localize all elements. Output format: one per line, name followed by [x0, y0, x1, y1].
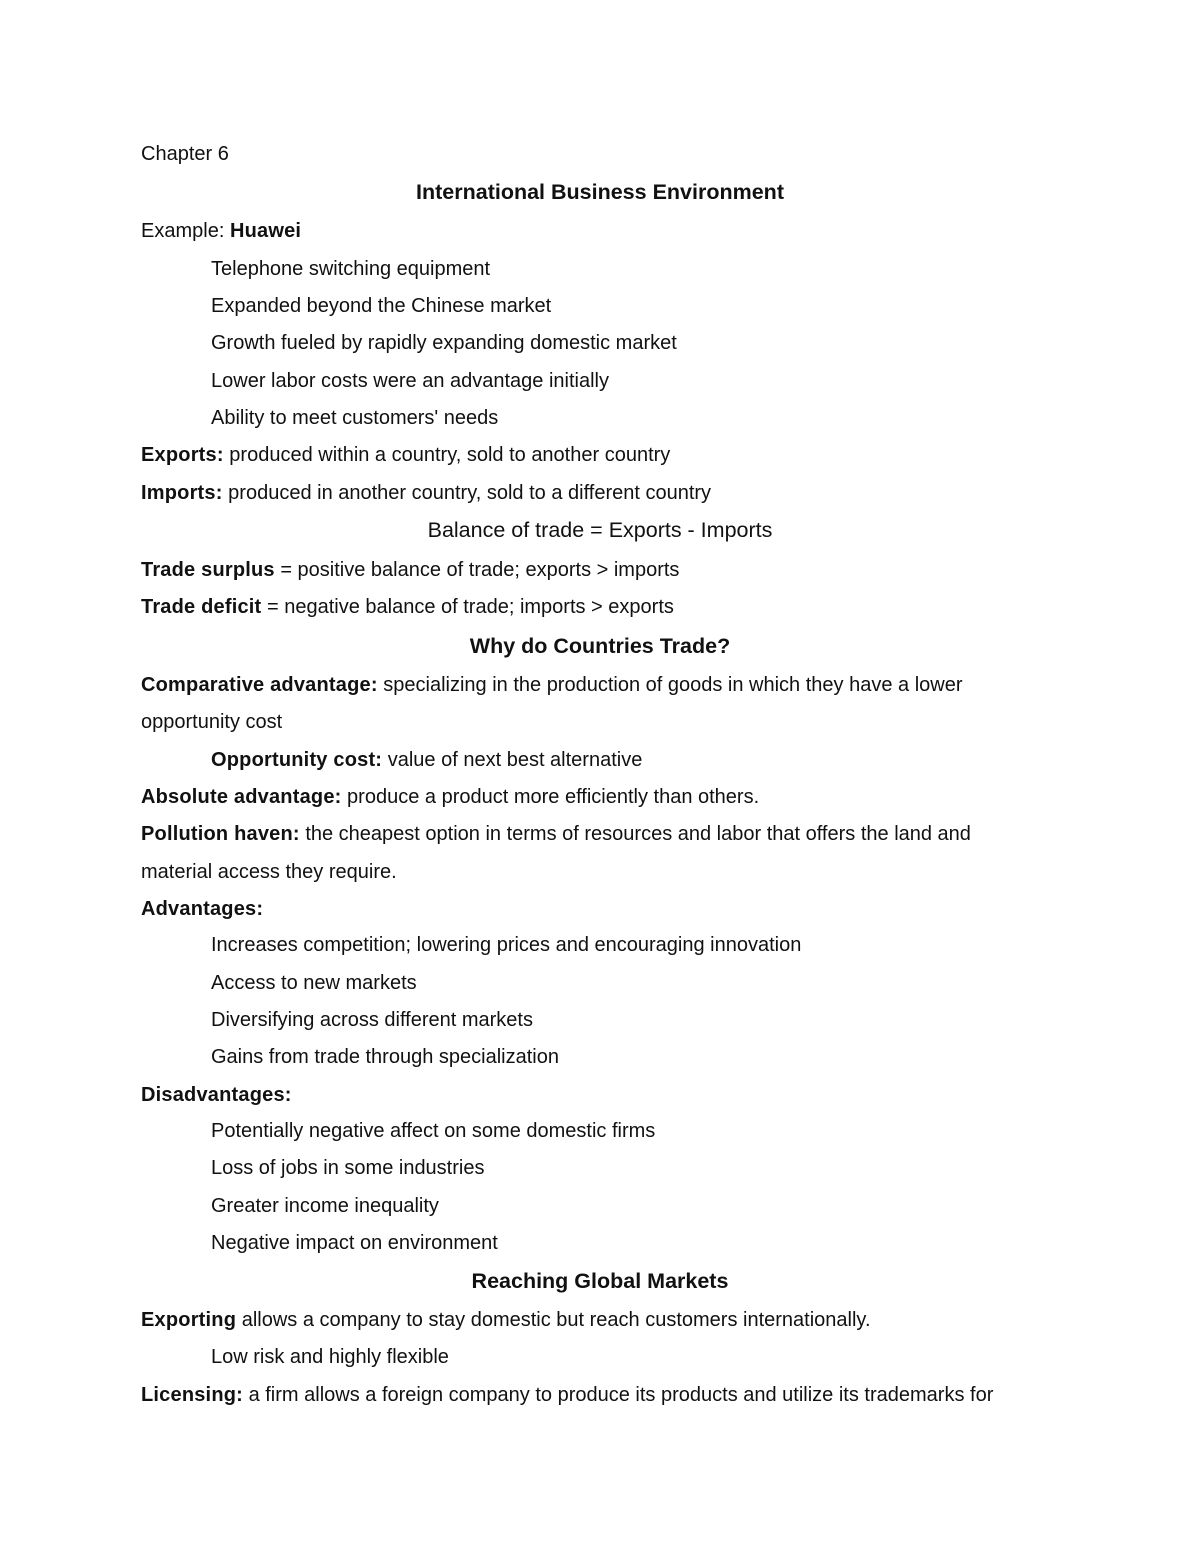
exports-def: produced within a country, sold to another country	[223, 444, 671, 466]
comparative-term: Comparative advantage:	[141, 674, 378, 696]
list-item: Greater income inequality	[211, 1195, 439, 1217]
opportunity-cost-definition	[211, 748, 642, 772]
list-item: Low risk and highly flexible	[211, 1346, 449, 1368]
licensing-definition	[141, 1383, 993, 1407]
section-heading-why-trade: Why do Countries Trade?	[469, 634, 731, 658]
advantages-label	[141, 897, 263, 921]
exporting-term: Exporting	[141, 1309, 237, 1331]
pollution-def: the cheapest option in terms of resources and labor that offers the land and	[299, 823, 971, 845]
imports-def: produced in another country, sold to a different country	[222, 482, 712, 504]
disadvantages-label	[141, 1083, 292, 1107]
trade-surplus-def: = positive balance of trade; exports > imports	[274, 559, 680, 581]
licensing-def: a firm allows a foreign company to produce its products and utilize its trademarks for	[243, 1384, 994, 1406]
pollution-def-continued: material access they require.	[141, 861, 397, 883]
list-item: Ability to meet customers' needs	[211, 407, 499, 429]
absolute-term: Absolute advantage:	[141, 786, 342, 808]
example-line	[141, 219, 301, 243]
comparative-advantage-definition	[141, 673, 963, 697]
absolute-advantage-definition	[141, 785, 759, 809]
balance-formula: Balance of trade = Exports - Imports	[427, 518, 773, 542]
list-item: Expanded beyond the Chinese market	[211, 295, 552, 317]
page-title: International Business Environment	[416, 180, 784, 204]
imports-definition	[141, 481, 711, 505]
pollution-term: Pollution haven:	[141, 823, 300, 845]
trade-surplus-term: Trade surplus	[141, 559, 275, 581]
list-item: Access to new markets	[211, 972, 417, 994]
pollution-haven-definition	[141, 822, 971, 846]
comparative-def-continued: opportunity cost	[141, 711, 283, 733]
list-item: Loss of jobs in some industries	[211, 1157, 485, 1179]
example-label: Example:	[141, 220, 225, 242]
disadvantages-term: Disadvantages:	[141, 1084, 292, 1106]
list-item: Increases competition; lowering prices and encouraging innovation	[211, 934, 802, 956]
list-item: Negative impact on environment	[211, 1232, 498, 1254]
comparative-def: specializing in the production of goods in which they have a lower	[377, 674, 963, 696]
opportunity-def: value of next best alternative	[382, 749, 643, 771]
example-value: Huawei	[229, 220, 302, 242]
list-item: Diversifying across different markets	[211, 1009, 533, 1031]
section-heading-reaching-global-markets: Reaching Global Markets	[471, 1269, 729, 1293]
licensing-term: Licensing:	[141, 1384, 244, 1406]
list-item: Lower labor costs were an advantage initially	[211, 370, 609, 392]
trade-surplus-definition	[141, 558, 679, 582]
trade-deficit-def: = negative balance of trade; imports > exports	[261, 596, 674, 618]
advantages-term: Advantages:	[141, 898, 264, 920]
imports-term: Imports:	[141, 482, 223, 504]
trade-deficit-definition	[141, 595, 674, 619]
opportunity-term: Opportunity cost:	[211, 749, 383, 771]
exports-definition	[141, 443, 670, 467]
exporting-def: allows a company to stay domestic but reach customers internationally.	[236, 1309, 871, 1331]
chapter-label: Chapter 6	[141, 143, 229, 165]
trade-deficit-term: Trade deficit	[141, 596, 262, 618]
exporting-definition	[141, 1308, 871, 1332]
exports-term: Exports:	[141, 444, 224, 466]
list-item: Potentially negative affect on some domestic firms	[211, 1120, 656, 1142]
absolute-def: produce a product more efficiently than others.	[341, 786, 760, 808]
list-item: Telephone switching equipment	[211, 258, 491, 280]
list-item: Gains from trade through specialization	[211, 1046, 559, 1068]
list-item: Growth fueled by rapidly expanding domestic market	[211, 332, 677, 354]
